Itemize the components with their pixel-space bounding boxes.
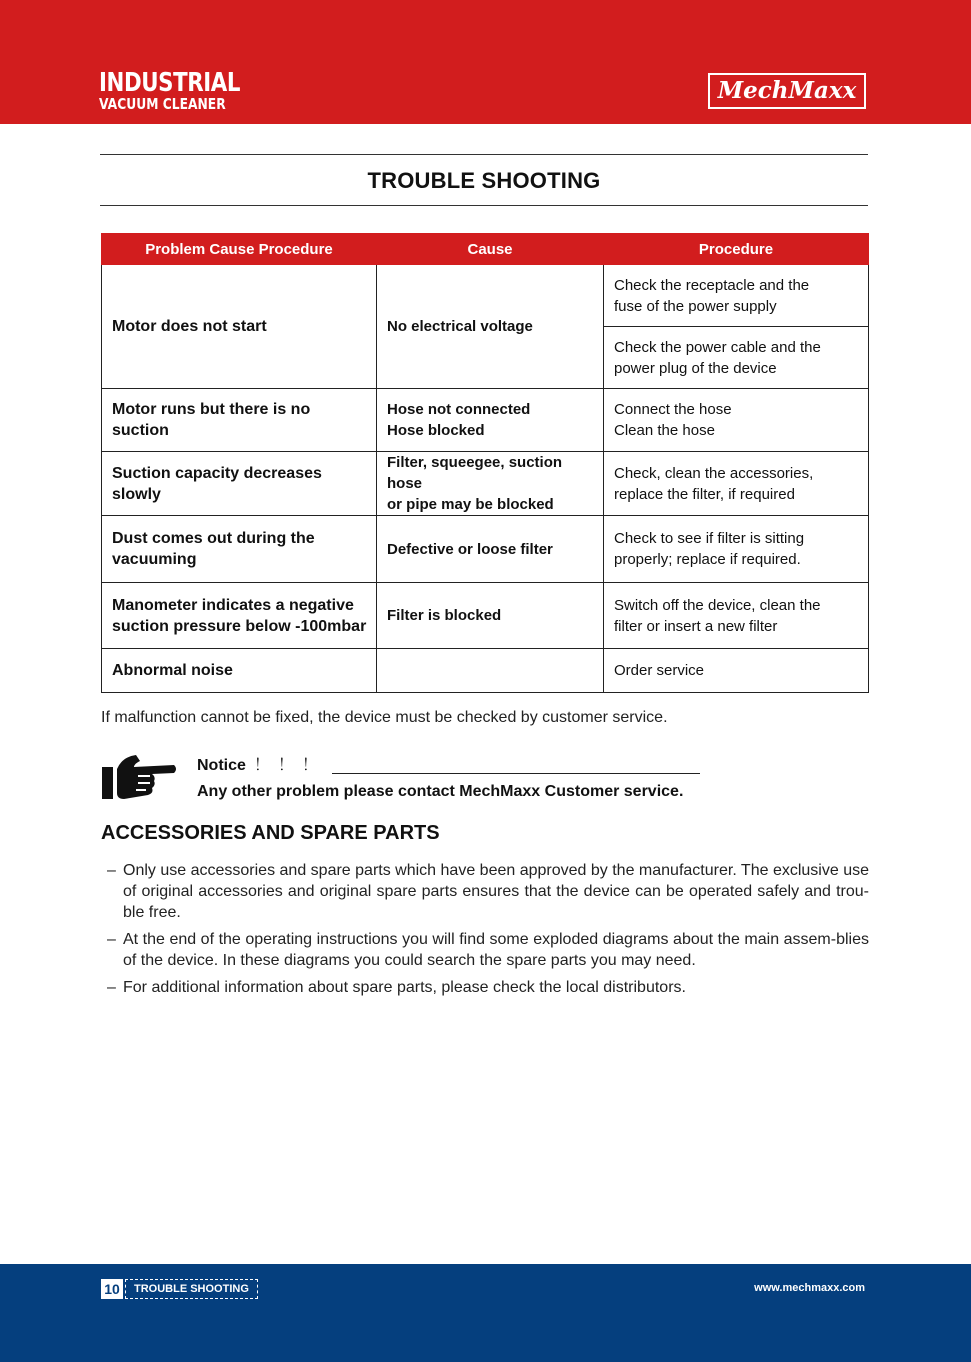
cause-line: Hose not connected [387,401,531,418]
problem-line: Suction capacity decreases slowly [112,464,322,503]
procedure-cell [604,389,869,452]
section-title-accessories: ACCESSORIES AND SPARE PARTS [101,822,440,844]
problem-cell [102,452,377,516]
cause-cell: No electrical voltage [377,265,604,389]
procedure-line: Check the power cable and the [614,338,821,356]
page-indicator [101,1279,258,1299]
pointing-hand-icon [100,753,178,801]
list-item: – For additional information about spare parts, please check the local distributors. [107,979,686,996]
procedure-cell [604,583,869,649]
list-item-text: At the end of the operating instructions you will find some exploded diagrams about the main assem-blies of the device. In these diagrams you could search the spare parts you may need. [123,931,869,969]
cause-cell [377,389,604,452]
table-row [102,452,869,516]
procedure-line: Order service [614,662,705,679]
procedure-cell [604,265,869,327]
table-row [102,516,869,583]
column-header-problem: Problem Cause Procedure [102,234,377,265]
cause-line: or pipe may be blocked [387,496,554,513]
cause-line: Defective or loose filter [387,540,553,558]
procedure-cell [604,649,869,693]
procedure-line: filter or insert a new filter [614,617,778,635]
cause-cell [377,649,604,693]
problem-line: Abnormal noise [112,662,233,679]
procedure-line: power plug of the device [614,359,777,377]
accessories-list [101,860,869,1004]
notice-label: Notice [197,757,246,774]
procedure-line: replace the filter, if required [614,485,795,503]
malfunction-note: If malfunction cannot be fixed, the device must be checked by customer service. [101,709,668,726]
notice-text: Any other problem please contact MechMaxx Customer service. [197,783,684,800]
cause-cell [377,583,604,649]
cause-line: Hose blocked [387,422,485,439]
table-row [102,649,869,693]
procedure-cell [604,516,869,583]
notice-underline [332,773,700,774]
problem-cell [102,649,377,693]
list-item: – At the end of the operating instructions you will find some exploded diagrams about the main assem-blies of the device. In these diagrams you could search the spare parts you may need. [107,931,869,969]
mechmaxx-logo: MechMaxx [708,73,866,109]
procedure-line: Switch off the device, clean the [614,596,821,614]
table-row [102,583,869,649]
column-header-cause: Cause [377,234,604,265]
title-rule-bottom [100,205,868,206]
procedure-line: properly; replace if required. [614,551,801,568]
procedure-cell [604,452,869,516]
website-url: www.mechmaxx.com [754,1282,865,1294]
product-title-line2: VACUUM CLEANER [99,95,226,113]
problem-line: Motor runs but there is no suction [112,401,311,439]
product-title-line1: INDUSTRIAL [99,68,241,98]
page-number: 10 [101,1279,123,1299]
table-row [102,389,869,452]
procedure-line: fuse of the power supply [614,297,777,315]
procedure-line: Check the receptacle and the [614,276,810,294]
procedure-cell [604,327,869,389]
cause-line: Filter, squeegee, suction hose [387,454,563,492]
cause-cell [377,516,604,583]
page-title: TROUBLE SHOOTING [367,168,601,193]
problem-cell [102,389,377,452]
procedure-line: Clean the hose [614,422,715,439]
problem-line: vacuuming [112,551,197,568]
procedure-line: Connect the hose [614,401,732,418]
problem-cell: Motor does not start [102,265,377,389]
list-item-text: Only use accessories and spare parts which have been approved by the manufacturer. The exclusive use of original accessories and original spare parts ensures that the device can be operated safely and trou-ble free. [123,862,869,921]
problem-line: Manometer indicates a negative [112,596,354,614]
list-item-text: For additional information about spare parts, please check the local distributors. [123,979,686,996]
title-rule-top [100,154,868,155]
product-title [99,70,240,112]
notice-block [197,753,700,805]
column-header-procedure: Procedure [604,234,869,265]
table-row [102,265,869,327]
table-header-row [102,234,869,265]
cause-cell [377,452,604,516]
page-header [0,0,971,124]
notice-exclamations: ！！！ [253,757,326,774]
problem-cell [102,583,377,649]
problem-cell [102,516,377,583]
cause-line: Filter is blocked [387,607,502,624]
procedure-line: Check, clean the accessories, [614,464,814,482]
troubleshooting-table [101,233,869,693]
procedure-line: Check to see if filter is sitting [614,530,805,547]
list-item: – Only use accessories and spare parts which have been approved by the manufacturer. The exclusive use of original accessories and original spare parts ensures that the device can be operated safely and trou-ble free. [107,862,869,921]
footer-section-label: TROUBLE SHOOTING [125,1279,258,1299]
problem-line: suction pressure below -100mbar [112,617,367,635]
problem-line: Dust comes out during the [112,530,315,547]
